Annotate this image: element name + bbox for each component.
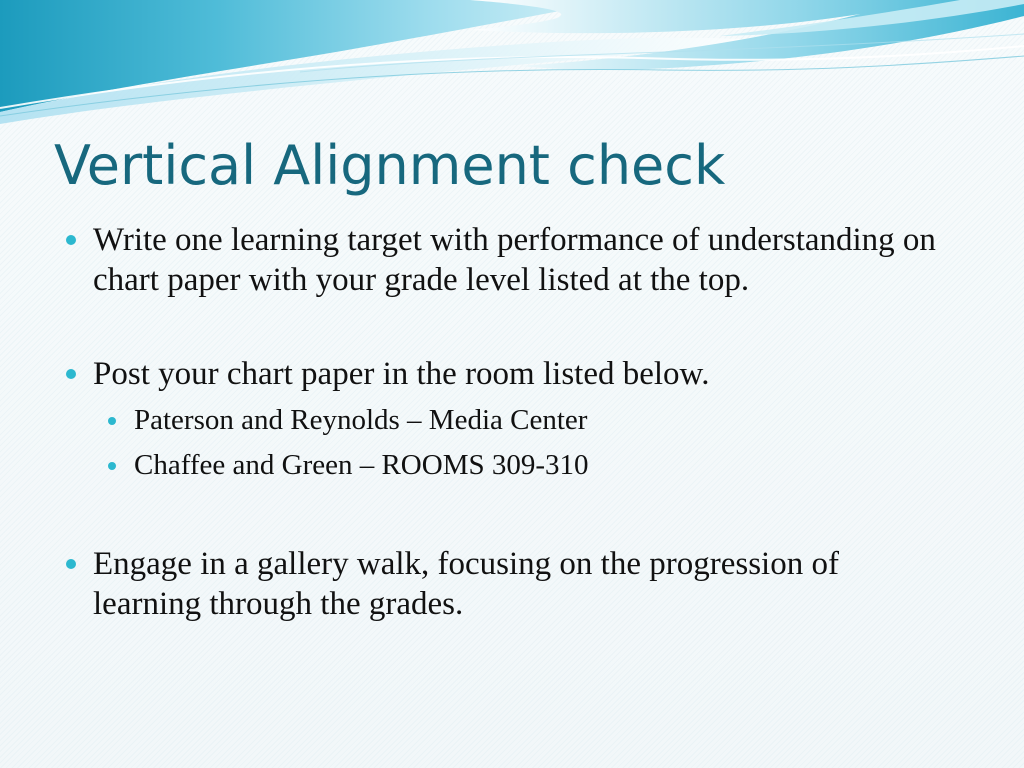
bullet-dot-icon: [66, 369, 76, 379]
sub-bullet-item: [108, 398, 944, 443]
sub-bullet-list: [64, 398, 944, 488]
bullet-text: Post your chart paper in the room listed below.: [93, 356, 710, 392]
sub-bullet-item: [108, 443, 944, 488]
bullet-dot-icon: [66, 235, 76, 245]
bullet-item: [64, 220, 944, 300]
bullet-item: [64, 544, 944, 624]
bullet-text: Write one learning target with performance of understanding on chart paper with your grade level listed at the top.: [93, 222, 936, 298]
sub-bullet-dot-icon: [108, 462, 116, 470]
header-wave-decoration: [0, 0, 1024, 130]
slide-title: Vertical Alignment check: [54, 134, 726, 197]
bullet-dot-icon: [66, 559, 76, 569]
sub-bullet-text: Paterson and Reynolds – Media Center: [134, 404, 588, 436]
bullet-list: [64, 220, 944, 624]
sub-bullet-dot-icon: [108, 417, 116, 425]
bullet-item: [64, 354, 944, 394]
bullet-text: Engage in a gallery walk, focusing on the progression of learning through the grades.: [93, 546, 839, 622]
sub-bullet-text: Chaffee and Green – ROOMS 309-310: [134, 449, 589, 481]
